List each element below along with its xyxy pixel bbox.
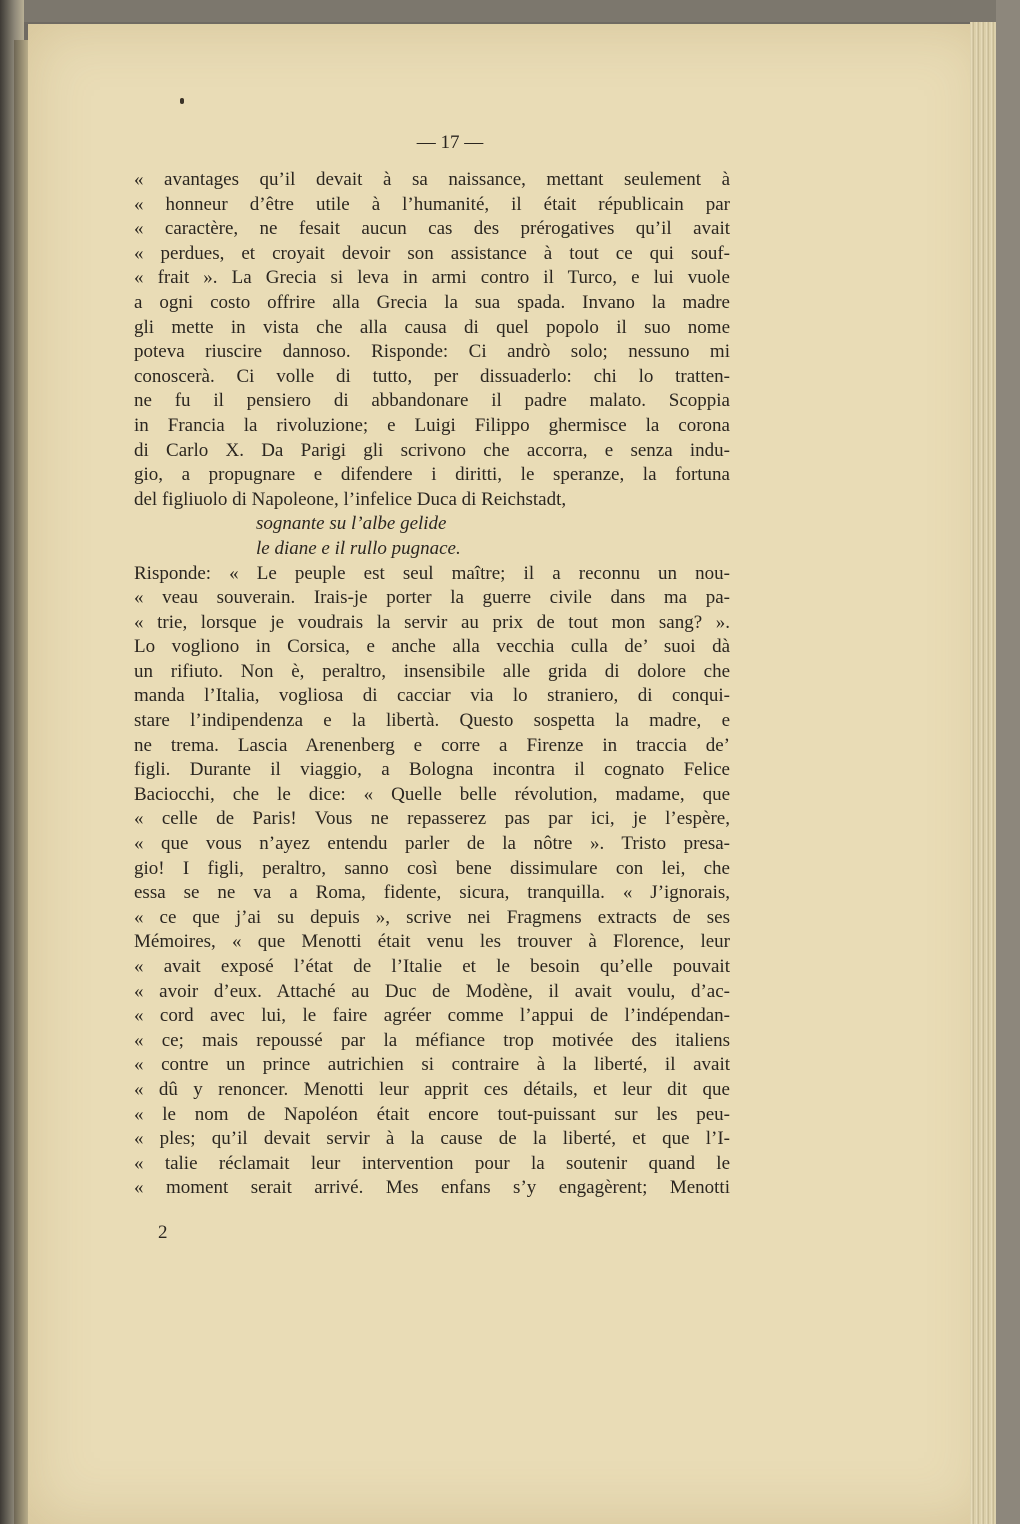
text-line: ne fu il pensiero di abbandonare il padre malato. Scoppia — [134, 390, 730, 412]
scan-background-top — [0, 0, 1020, 22]
text-line: « ce; mais repoussé par la méfiance trop motivée des italiens — [134, 1029, 730, 1051]
signature-mark: 2 — [158, 1222, 168, 1243]
text-line: « perdues, et croyait devoir son assistance à tout ce qui souf- — [134, 242, 730, 264]
text-line: gio, a propugnare e difendere i diritti, le speranze, la fortuna — [134, 464, 730, 486]
text-line: Risponde: « Le peuple est seul maître; il a reconnu un nou- — [134, 562, 730, 584]
text-lines — [134, 168, 730, 1201]
text-line: « celle de Paris! Vous ne repasserez pas par ici, je l’espère, — [134, 808, 730, 830]
text-line: un rifiuto. Non è, peraltro, insensibile alle grida di dolore che — [134, 660, 730, 682]
page-stack-edge — [970, 22, 998, 1524]
text-line: « contre un prince autrichien si contraire à la liberté, il avait — [134, 1054, 730, 1076]
text-line: « moment serait arrivé. Mes enfans s’y engagèrent; Menotti — [134, 1177, 730, 1199]
text-line: poteva riuscire dannoso. Risponde: Ci andrò solo; nessuno mi — [134, 341, 730, 363]
text-line: manda l’Italia, vogliosa di cacciar via lo straniero, di conqui- — [134, 685, 730, 707]
text-line: essa se ne va a Roma, fidente, sicura, tranquilla. « J’ignorais, — [134, 882, 730, 904]
text-line: di Carlo X. Da Parigi gli scrivono che accorra, e senza indu- — [134, 439, 730, 461]
text-line: « cord avec lui, le faire agréer comme l’appui de l’indépendan- — [134, 1005, 730, 1027]
text-line: « veau souverain. Irais-je porter la guerre civile dans ma pa- — [134, 587, 730, 609]
body-text — [134, 128, 730, 1201]
text-line: « dû y renoncer. Menotti leur apprit ces détails, et leur dit que — [134, 1078, 730, 1100]
text-line: « ples; qu’il devait servir à la cause de la liberté, et que l’I- — [134, 1128, 730, 1150]
text-line: « caractère, ne fesait aucun cas des prérogatives qu’il avait — [134, 218, 730, 240]
text-line: « le nom de Napoléon était encore tout-puissant sur les peu- — [134, 1103, 730, 1125]
text-line: in Francia la rivoluzione; e Luigi Filippo ghermisce la corona — [134, 414, 730, 436]
text-line: Mémoires, « que Menotti était venu les trouver à Florence, leur — [134, 931, 730, 953]
text-line: conoscerà. Ci volle di tutto, per dissuaderlo: chi lo tratten- — [134, 365, 730, 387]
verse-line: le diane e il rullo pugnace. — [256, 537, 461, 559]
text-line: « que vous n’ayez entendu parler de la nôtre ». Tristo presa- — [134, 833, 730, 855]
text-line: « avoir d’eux. Attaché au Duc de Modène, il avait voulu, d’ac- — [134, 980, 730, 1002]
text-line: « honneur d’être utile à l’humanité, il était républicain par — [134, 193, 730, 215]
verse-line: sognante su l’albe gelide — [256, 513, 447, 535]
text-line: del figliuolo di Napoleone, l’infelice Duca di Reichstadt, — [134, 488, 567, 510]
text-line: stare l’indipendenza e la libertà. Questo sospetta la madre, e — [134, 710, 730, 732]
page-number: — 17 — — [416, 132, 484, 153]
text-line: « avantages qu’il devait à sa naissance, mettant seulement à — [134, 169, 730, 190]
text-line: « talie réclamait leur intervention pour la soutenir quand le — [134, 1152, 730, 1174]
ink-speck — [180, 98, 184, 104]
text-line: gio! I figli, peraltro, sanno così bene dissimulare con lei, che — [134, 857, 730, 879]
text-line: ne trema. Lascia Arenenberg e corre a Firenze in traccia de’ — [134, 734, 730, 756]
scan-background-right — [996, 0, 1020, 1524]
text-line: a ogni costo offrire alla Grecia la sua spada. Invano la madre — [134, 291, 730, 313]
text-line: « trie, lorsque je voudrais la servir au prix de tout mon sang? ». — [134, 611, 730, 633]
text-line: « frait ». La Grecia si leva in armi contro il Turco, e lui vuole — [134, 267, 730, 289]
text-line: Lo vogliono in Corsica, e anche alla vecchia culla de’ suoi dà — [134, 636, 730, 658]
text-line: figli. Durante il viaggio, a Bologna incontra il cognato Felice — [134, 759, 730, 781]
text-line: « avait exposé l’état de l’Italie et le besoin qu’elle pouvait — [134, 956, 730, 977]
text-line: « ce que j’ai su depuis », scrive nei Fragmens extracts de ses — [134, 906, 730, 928]
text-line: gli mette in vista che alla causa di quel popolo il suo nome — [134, 316, 730, 338]
text-line: Baciocchi, che le dice: « Quelle belle révolution, madame, que — [134, 783, 730, 805]
